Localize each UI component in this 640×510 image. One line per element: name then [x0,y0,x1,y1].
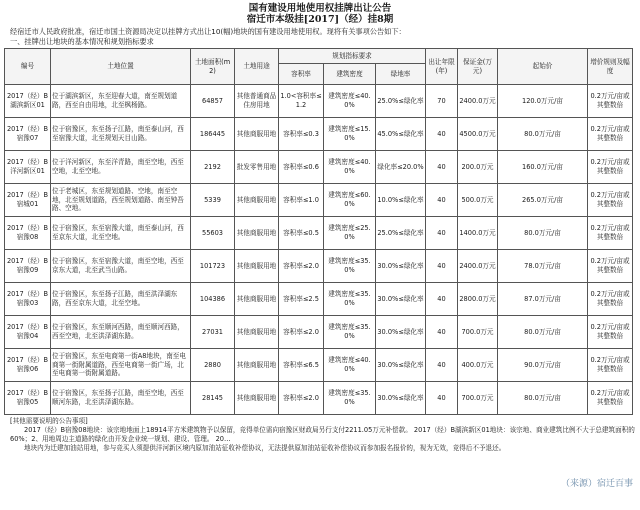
cell-location: 位于宿豫区，东至顺河西路，南至顺河西路，西至空地，北至洪泽湖东路。 [51,316,191,349]
cell-id: 2017（经）B宿豫08 [5,217,51,250]
notes-text-2: 地块内为迁建加油站用地，参与竞买人须提供洋河新区境内原加油站征收补偿协议，无法提供原加油站征收补偿协议而参加报名报价的，视为无效，竞得后不予退还。 [24,444,506,452]
notes-section [10,417,636,453]
cell-term: 40 [426,316,458,349]
cell-location: 位于宿豫区，东至扬子江路，南至洪泽湖东路，西至京东大道，北至空地。 [51,283,191,316]
header-density: 建筑密度 [324,64,376,85]
cell-id: 2017（经）B宿豫04 [5,316,51,349]
cell-density: 建筑密度≤40.0% [324,151,376,184]
cell-far: 1.0<容积率≤1.2 [279,85,324,118]
cell-far: 容积率≤0.3 [279,118,324,151]
cell-area: 55603 [191,217,235,250]
cell-deposit: 200.0万元 [458,151,498,184]
watermark: （来源）宿迁百事 [558,475,636,490]
cell-far: 容积率≤0.5 [279,217,324,250]
cell-area: 28145 [191,382,235,415]
cell-start: 87.0万元/亩 [498,283,588,316]
cell-increment: 0.2万元/亩或其整数倍 [588,250,633,283]
cell-use: 其他商服用地 [235,217,279,250]
cell-density: 建筑密度≤25.0% [324,217,376,250]
cell-start: 80.0万元/亩 [498,316,588,349]
header-use: 土地用途 [235,49,279,85]
cell-area: 101723 [191,250,235,283]
notice-subtitle: 宿迁市本级挂[2017]（经）挂8期 [246,14,394,25]
notes-heading: [其他需要说明的公告事项] [10,417,88,425]
cell-increment: 0.2万元/亩或其整数倍 [588,316,633,349]
cell-far: 容积率≤2.5 [279,283,324,316]
table-row [5,349,633,382]
cell-use: 其他商服用地 [235,250,279,283]
cell-use: 其他商服用地 [235,316,279,349]
header-id: 编号 [5,49,51,85]
cell-location: 位于宿豫区，东至电商第一街A8地块，南至电商第一街附属道路，西至电商第一街广场，北至电商第一街附属道路。 [51,349,191,382]
cell-density: 建筑密度≤15.0% [324,118,376,151]
cell-id: 2017（经）B洋河新区01 [5,151,51,184]
cell-density: 建筑密度≤35.0% [324,382,376,415]
cell-use: 其他商服用地 [235,382,279,415]
cell-green: 30.0%≤绿化率 [376,250,426,283]
cell-term: 40 [426,382,458,415]
cell-term: 40 [426,349,458,382]
table-row [5,184,633,217]
cell-location: 位于宿豫区，东至扬子江路，南至泰山河，西至宿豫大道，北至规划天目山路。 [51,118,191,151]
cell-green: 10.0%≤绿化率 [376,184,426,217]
cell-deposit: 2800.0万元 [458,283,498,316]
cell-term: 40 [426,217,458,250]
cell-increment: 0.2万元/亩或其整数倍 [588,217,633,250]
notice-intro: 经宿迁市人民政府批准，宿迁市国土资源局决定以挂牌方式出让10(幅)地块的国有建设用地使用权。现将有关事项公告如下： [10,27,406,36]
cell-id: 2017（经）B宿豫07 [5,118,51,151]
cell-far: 容积率≤2.0 [279,250,324,283]
cell-location: 位于老城区，东至规划道路、空地，南至空地，北至规划道路，西至规划道路、南至钟吾路、空地。 [51,184,191,217]
table-body [5,85,633,415]
table-row [5,382,633,415]
cell-density: 建筑密度≤40.0% [324,85,376,118]
cell-deposit: 400.0万元 [458,349,498,382]
cell-start: 78.0万元/亩 [498,250,588,283]
cell-green: 绿化率≤20.0% [376,151,426,184]
cell-increment: 0.2万元/亩或其整数倍 [588,283,633,316]
cell-term: 70 [426,85,458,118]
cell-green: 30.0%≤绿化率 [376,316,426,349]
cell-increment: 0.2万元/亩或其整数倍 [588,184,633,217]
cell-use: 其他商服用地 [235,349,279,382]
header-increment: 增价规则及幅度 [588,49,633,85]
cell-term: 40 [426,118,458,151]
notice-title: 国有建设用地使用权挂牌出让公告 [248,3,392,14]
cell-deposit: 2400.0万元 [458,250,498,283]
cell-density: 建筑密度≤40.0% [324,349,376,382]
header-green: 绿地率 [376,64,426,85]
header-location: 土地位置 [51,49,191,85]
cell-area: 2880 [191,349,235,382]
cell-deposit: 1400.0万元 [458,217,498,250]
cell-term: 40 [426,184,458,217]
cell-start: 80.0万元/亩 [498,217,588,250]
cell-area: 104386 [191,283,235,316]
cell-use: 其他商服用地 [235,184,279,217]
cell-density: 建筑密度≤35.0% [324,283,376,316]
section-heading: 一、挂牌出让地块的基本情况和规划指标要求 [10,37,154,46]
cell-area: 5339 [191,184,235,217]
cell-location: 位于湖滨新区，东至迎春大道，南至规划道路，西至自由用地，北至枫杨路。 [51,85,191,118]
header-term: 出让年限(年) [426,49,458,85]
cell-start: 160.0万元/亩 [498,151,588,184]
cell-location: 位于宿豫区，东至宿豫大道，南至泰山河，西至京东大道，北至空地。 [51,217,191,250]
cell-green: 45.0%≤绿化率 [376,118,426,151]
cell-id: 2017（经）B宿城01 [5,184,51,217]
cell-id: 2017（经）B宿豫03 [5,283,51,316]
header-start: 起始价 [498,49,588,85]
cell-location: 位于宿豫区，东至宿豫大道，南至空地，西至京东大道，北至武当山路。 [51,250,191,283]
cell-far: 容积率≤6.5 [279,349,324,382]
cell-use: 其他商服用地 [235,118,279,151]
table-row [5,283,633,316]
cell-increment: 0.2万元/亩或其整数倍 [588,85,633,118]
land-parcel-table [4,48,633,415]
cell-deposit: 500.0万元 [458,184,498,217]
cell-term: 40 [426,283,458,316]
cell-deposit: 700.0万元 [458,382,498,415]
table-row [5,316,633,349]
cell-start: 80.0万元/亩 [498,382,588,415]
table-row [5,250,633,283]
table-row [5,151,633,184]
cell-far: 容积率≤1.0 [279,184,324,217]
cell-deposit: 4500.0万元 [458,118,498,151]
cell-area: 64857 [191,85,235,118]
cell-increment: 0.2万元/亩或其整数倍 [588,382,633,415]
cell-green: 30.0%≤绿化率 [376,349,426,382]
cell-green: 25.0%≤绿化率 [376,85,426,118]
cell-deposit: 700.0万元 [458,316,498,349]
header-plan: 规划指标要求 [279,49,426,64]
table-row [5,118,633,151]
cell-green: 30.0%≤绿化率 [376,382,426,415]
cell-increment: 0.2万元/亩或其整数倍 [588,349,633,382]
cell-use: 其他普通商品住房用地 [235,85,279,118]
cell-location: 位于宿豫区，东至扬子江路，南至空地，西至顺河东路，北至洪泽湖东路。 [51,382,191,415]
cell-area: 2192 [191,151,235,184]
table-row [5,217,633,250]
cell-far: 容积率≤0.6 [279,151,324,184]
cell-increment: 0.2万元/亩或其整数倍 [588,118,633,151]
cell-id: 2017（经）B宿豫05 [5,382,51,415]
cell-density: 建筑密度≤35.0% [324,316,376,349]
cell-id: 2017（经）B湖滨新区01 [5,85,51,118]
cell-start: 90.0万元/亩 [498,349,588,382]
cell-increment: 0.2万元/亩或其整数倍 [588,151,633,184]
notes-text-1: 2017（经）B宿豫08地块：该宗地地面上18914平方米建筑物予以保留，竞得单位需向宿豫区财政局另行支付2211.05万元补偿款。 2017（经）B湖滨新区01地块：该宗地、商业建筑比例不大于总建筑面积的60%；2、用地周边主道路的绿化由开发企业统一规划、建设、管理。 20… [10,426,635,443]
cell-location: 位于洋河新区，东至洋青路，南至空地，西至空地，北至空地。 [51,151,191,184]
table-row [5,85,633,118]
cell-far: 容积率≤2.0 [279,316,324,349]
cell-green: 25.0%≤绿化率 [376,217,426,250]
cell-area: 186445 [191,118,235,151]
cell-density: 建筑密度≤35.0% [324,250,376,283]
cell-term: 40 [426,151,458,184]
cell-area: 27031 [191,316,235,349]
cell-id: 2017（经）B宿豫06 [5,349,51,382]
cell-green: 30.0%≤绿化率 [376,283,426,316]
cell-term: 40 [426,250,458,283]
cell-id: 2017（经）B宿豫09 [5,250,51,283]
cell-far: 容积率≤2.0 [279,382,324,415]
cell-start: 120.0万元/亩 [498,85,588,118]
cell-use: 其他商服用地 [235,283,279,316]
cell-use: 批发零售用地 [235,151,279,184]
header-deposit: 保证金(万元) [458,49,498,85]
cell-deposit: 2400.0万元 [458,85,498,118]
header-far: 容积率 [279,64,324,85]
header-area: 土地面积(m2) [191,49,235,85]
cell-start: 80.0万元/亩 [498,118,588,151]
cell-density: 建筑密度≤60.0% [324,184,376,217]
cell-start: 265.0万元/亩 [498,184,588,217]
